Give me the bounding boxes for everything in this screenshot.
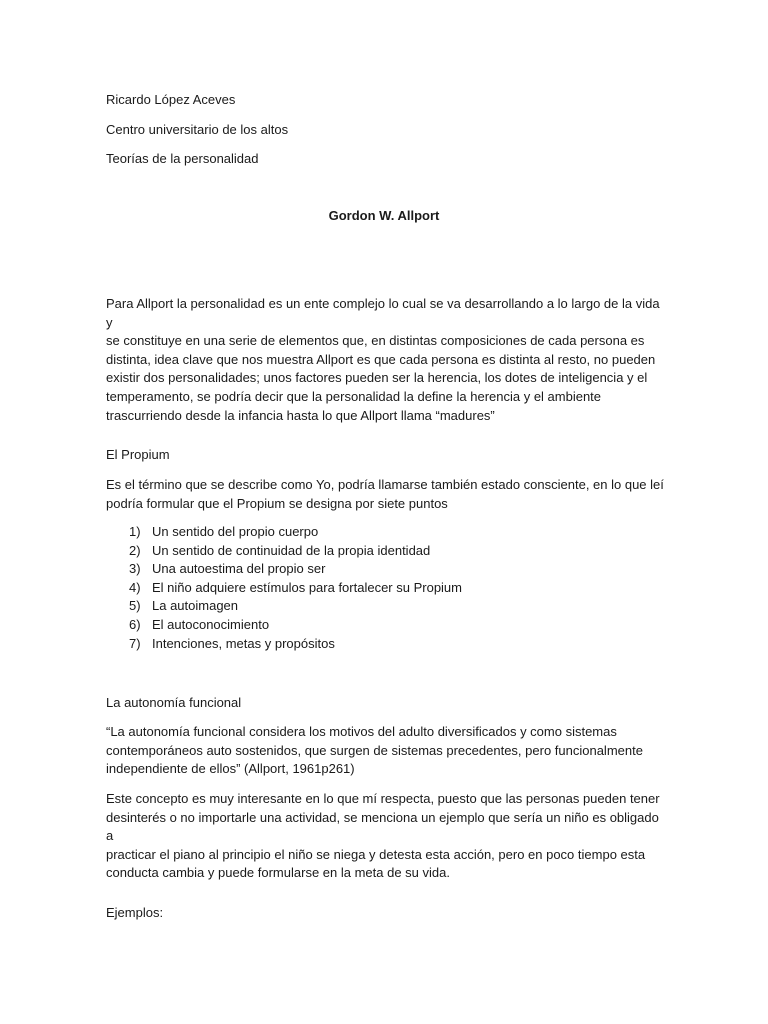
list-number: 3) bbox=[129, 561, 141, 577]
paragraph-line: Este concepto es muy interesante en lo que mí respecta, puesto que las personas pueden tener bbox=[106, 791, 660, 806]
paragraph-line: Para Allport la personalidad es un ente complejo lo cual se va desarrollando a lo largo de la vida y bbox=[106, 296, 660, 330]
list-item bbox=[129, 523, 649, 542]
list-text: Una autoestima del propio ser bbox=[152, 561, 326, 577]
list-text: Un sentido de continuidad de la propia identidad bbox=[152, 542, 431, 558]
list-text: La autoimagen bbox=[152, 598, 239, 614]
list-item bbox=[129, 616, 649, 635]
propium-points-list bbox=[129, 523, 649, 653]
list-item bbox=[129, 560, 649, 579]
paragraph-line: Es el término que se describe como Yo, podría llamarse también estado consciente, en lo que leí bbox=[106, 477, 664, 492]
list-text: Un sentido del propio cuerpo bbox=[152, 524, 319, 539]
paragraph-line: distinta, idea clave que nos muestra Allport es que cada persona es distinta al resto, no pueden bbox=[106, 351, 656, 367]
list-text: El niño adquiere estímulos para fortalecer su Propium bbox=[152, 579, 462, 595]
list-number: 7) bbox=[129, 635, 141, 651]
paragraph-line: se constituye en una serie de elementos que, en distintas composiciones de cada persona es bbox=[106, 333, 645, 349]
list-text: El autoconocimiento bbox=[152, 616, 270, 632]
paragraph-line: contemporáneos auto sostenidos, que surgen de sistemas precedentes, pero funcionalmente bbox=[106, 742, 643, 758]
paragraph-line: “La autonomía funcional considera los motivos del adulto diversificados y como sistemas bbox=[106, 724, 617, 739]
list-item bbox=[129, 635, 649, 654]
autonomy-comment bbox=[106, 790, 666, 883]
propium-paragraph bbox=[106, 476, 666, 513]
list-number: 4) bbox=[129, 579, 141, 595]
examples-heading: Ejemplos: bbox=[106, 905, 164, 920]
paragraph-line: existir dos personalidades; unos factores pueden ser la herencia, los dotes de inteligencia y el bbox=[106, 370, 648, 386]
paragraph-line: trascurriendo desde la infancia hasta lo que Allport llama “madures” bbox=[106, 407, 495, 423]
paragraph-line: temperamento, se podría decir que la personalidad la define la herencia y el ambiente bbox=[106, 388, 602, 404]
list-item bbox=[129, 542, 649, 561]
author-name: Ricardo López Aceves bbox=[106, 92, 236, 107]
course-name: Teorías de la personalidad bbox=[106, 151, 259, 166]
intro-paragraph bbox=[106, 295, 666, 425]
list-item bbox=[129, 597, 649, 616]
list-number: 1) bbox=[129, 524, 141, 539]
paragraph-line: podría formular que el Propium se designa por siete puntos bbox=[106, 495, 448, 511]
list-number: 6) bbox=[129, 616, 141, 632]
institution-name: Centro universitario de los altos bbox=[106, 122, 289, 137]
paragraph-line: practicar el piano al principio el niño se niega y detesta esta acción, pero en poco tiempo esta bbox=[106, 846, 646, 862]
paragraph-line: independiente de ellos” (Allport, 1961p261) bbox=[106, 761, 355, 777]
document-title: Gordon W. Allport bbox=[328, 208, 440, 223]
paragraph-line: conducta cambia y puede formularse en la meta de su vida. bbox=[106, 865, 450, 881]
autonomy-heading: La autonomía funcional bbox=[106, 695, 242, 710]
list-number: 5) bbox=[129, 598, 141, 614]
propium-heading: El Propium bbox=[106, 447, 170, 462]
list-text: Intenciones, metas y propósitos bbox=[152, 635, 335, 651]
paragraph-line: desinterés o no importarle una actividad, se menciona un ejemplo que sería un niño es obligado a bbox=[106, 809, 659, 844]
autonomy-quote bbox=[106, 723, 666, 779]
list-item bbox=[129, 579, 649, 598]
list-number: 2) bbox=[129, 542, 141, 558]
